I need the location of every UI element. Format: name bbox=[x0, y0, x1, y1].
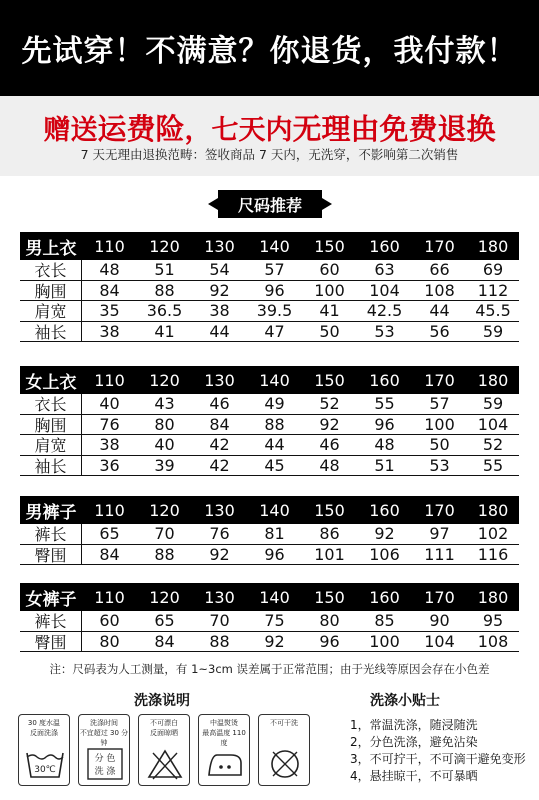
no-bleach-icon bbox=[145, 747, 185, 781]
measurement-value: 104 bbox=[477, 414, 509, 434]
measurement-value: 97 bbox=[429, 524, 450, 544]
measurement-value: 45 bbox=[264, 455, 285, 475]
table-row bbox=[20, 281, 519, 302]
measurement-value: 95 bbox=[482, 611, 504, 631]
table-category-label: 女裤子 bbox=[25, 589, 77, 610]
measurement-value: 63 bbox=[374, 260, 395, 280]
measurement-value: 100 bbox=[369, 631, 400, 651]
size-table-header bbox=[20, 583, 519, 611]
tips-title: 洗涤小贴士 bbox=[370, 693, 440, 709]
promo-area bbox=[0, 96, 539, 176]
size-table bbox=[20, 583, 519, 652]
wash-caption: 中温熨烫 bbox=[210, 719, 238, 727]
measurement-value: 100 bbox=[424, 414, 455, 434]
size-column-header: 180 bbox=[477, 370, 509, 390]
size-table bbox=[20, 232, 519, 342]
size-column-header: 110 bbox=[94, 500, 125, 520]
measurement-value: 60 bbox=[319, 260, 340, 280]
measurement-value: 59 bbox=[482, 321, 504, 341]
measurement-value: 50 bbox=[319, 321, 340, 341]
measurement-value: 88 bbox=[264, 414, 285, 434]
wash-30-icon bbox=[25, 747, 65, 781]
measurement-value: 42.5 bbox=[366, 301, 403, 321]
measurement-value: 41 bbox=[154, 321, 175, 341]
wash-caption: 不可漂白 bbox=[150, 719, 178, 727]
size-table bbox=[20, 366, 519, 476]
measurement-value: 43 bbox=[154, 394, 175, 414]
measurement-value: 112 bbox=[477, 280, 509, 300]
measurement-value: 40 bbox=[154, 435, 175, 455]
iron-medium-icon bbox=[205, 747, 245, 781]
measurement-value: 56 bbox=[429, 321, 450, 341]
table-row bbox=[20, 545, 519, 566]
measurement-value: 47 bbox=[264, 321, 285, 341]
wash-caption: 反面洗涤 bbox=[30, 729, 58, 737]
wash-box-5 bbox=[258, 714, 310, 786]
wash-box-4 bbox=[198, 714, 250, 786]
measurement-value: 54 bbox=[209, 260, 230, 280]
size-column-header: 140 bbox=[259, 370, 290, 390]
size-column-header: 160 bbox=[369, 500, 400, 520]
measurement-value: 38 bbox=[99, 321, 120, 341]
measurement-value: 53 bbox=[429, 455, 450, 475]
measurement-value: 69 bbox=[482, 260, 504, 280]
top-banner bbox=[0, 0, 539, 96]
measurement-value: 57 bbox=[429, 394, 450, 414]
measurement-label: 臀围 bbox=[20, 545, 82, 565]
measurement-value: 49 bbox=[264, 394, 285, 414]
table-row bbox=[20, 322, 519, 343]
measurement-value: 55 bbox=[374, 394, 395, 414]
size-table-header bbox=[20, 232, 519, 260]
size-column-header: 160 bbox=[369, 370, 400, 390]
measurement-label: 袖长 bbox=[20, 322, 82, 342]
size-column-header: 170 bbox=[424, 236, 455, 256]
measurement-value: 92 bbox=[264, 631, 285, 651]
measurement-value: 55 bbox=[482, 455, 504, 475]
measurement-value: 80 bbox=[99, 631, 120, 651]
measurement-label: 胸围 bbox=[20, 281, 82, 301]
promo-headline bbox=[0, 107, 539, 148]
size-table-header bbox=[20, 366, 519, 394]
promo-part1: 赠送 bbox=[43, 115, 98, 146]
measurement-label: 臀围 bbox=[20, 632, 82, 652]
measurement-value: 88 bbox=[154, 280, 175, 300]
measurement-value: 52 bbox=[319, 394, 340, 414]
size-column-header: 150 bbox=[314, 236, 345, 256]
measurement-value: 44 bbox=[264, 435, 285, 455]
size-column-header: 120 bbox=[149, 370, 180, 390]
size-section-title-text: 尺码推荐 bbox=[237, 195, 302, 215]
measurement-value: 39.5 bbox=[256, 301, 293, 321]
measurement-value: 50 bbox=[429, 435, 450, 455]
promo-part2: 运费险 bbox=[97, 112, 185, 146]
measurement-value: 85 bbox=[374, 611, 395, 631]
size-section-title bbox=[218, 190, 322, 218]
measurement-value: 84 bbox=[154, 631, 175, 651]
size-column-header: 170 bbox=[424, 587, 455, 607]
measurement-value: 65 bbox=[154, 611, 175, 631]
table-row bbox=[20, 632, 519, 653]
promo-part3: ，七天内 bbox=[184, 115, 293, 146]
measurement-value: 92 bbox=[319, 414, 340, 434]
table-row bbox=[20, 301, 519, 322]
measurement-label: 袖长 bbox=[20, 456, 82, 476]
measurement-label: 胸围 bbox=[20, 415, 82, 435]
size-column-header: 130 bbox=[204, 587, 235, 607]
measurement-value: 53 bbox=[374, 321, 395, 341]
measurement-value: 46 bbox=[209, 394, 230, 414]
measurement-value: 48 bbox=[319, 455, 340, 475]
size-column-header: 140 bbox=[259, 587, 290, 607]
size-column-header: 180 bbox=[477, 500, 509, 520]
measurement-value: 80 bbox=[319, 611, 340, 631]
measurement-value: 76 bbox=[209, 524, 230, 544]
no-dry-clean-icon bbox=[265, 747, 305, 781]
size-column-header: 170 bbox=[424, 370, 455, 390]
size-column-header: 120 bbox=[149, 236, 180, 256]
size-column-header: 140 bbox=[259, 236, 290, 256]
wash-box-1 bbox=[18, 714, 70, 786]
measurement-value: 57 bbox=[264, 260, 285, 280]
measurement-label: 裤长 bbox=[20, 611, 82, 631]
promo-part4: 无理由免费退换 bbox=[292, 112, 496, 146]
measurement-value: 65 bbox=[99, 524, 120, 544]
measurement-value: 100 bbox=[314, 280, 345, 300]
measurement-value: 38 bbox=[99, 435, 120, 455]
table-row bbox=[20, 260, 519, 281]
tips-list bbox=[350, 717, 530, 785]
measurement-value: 84 bbox=[99, 544, 120, 564]
measurement-value: 101 bbox=[314, 544, 345, 564]
measurement-value: 90 bbox=[429, 611, 450, 631]
wash-temp-label: 30℃ bbox=[34, 765, 56, 775]
measurement-value: 92 bbox=[209, 544, 230, 564]
size-column-header: 170 bbox=[424, 500, 455, 520]
table-row bbox=[20, 524, 519, 545]
measurement-value: 52 bbox=[482, 435, 504, 455]
measurement-value: 92 bbox=[209, 280, 230, 300]
size-table bbox=[20, 496, 519, 565]
table-category-label: 男裤子 bbox=[25, 502, 77, 523]
measurement-value: 104 bbox=[369, 280, 400, 300]
size-column-header: 110 bbox=[94, 587, 125, 607]
size-column-header: 150 bbox=[314, 587, 345, 607]
measurement-value: 76 bbox=[99, 414, 120, 434]
measurement-value: 45.5 bbox=[475, 301, 511, 321]
measurement-value: 48 bbox=[374, 435, 395, 455]
separate-wash-text-2: 洗 涤 bbox=[94, 767, 116, 777]
measurement-value: 60 bbox=[99, 611, 120, 631]
measurement-value: 92 bbox=[374, 524, 395, 544]
size-column-header: 180 bbox=[477, 587, 509, 607]
size-column-header: 110 bbox=[94, 236, 125, 256]
measurement-label: 肩宽 bbox=[20, 435, 82, 455]
measurement-value: 44 bbox=[429, 301, 450, 321]
measurement-value: 42 bbox=[209, 455, 230, 475]
table-row bbox=[20, 611, 519, 632]
table-row bbox=[20, 456, 519, 477]
measurement-value: 66 bbox=[429, 260, 450, 280]
table-category-label: 男上衣 bbox=[25, 238, 77, 259]
size-column-header: 160 bbox=[369, 587, 400, 607]
wash-caption: 最高温度 110 度 bbox=[202, 729, 246, 747]
table-row bbox=[20, 394, 519, 415]
measurement-value: 59 bbox=[482, 394, 504, 414]
wash-caption: 反面晾晒 bbox=[150, 729, 178, 737]
wash-caption: 不宜超过 30 分钟 bbox=[79, 729, 129, 747]
wash-caption: 洗涤时间 bbox=[90, 719, 118, 727]
measurement-label: 衣长 bbox=[20, 260, 82, 280]
measurement-value: 108 bbox=[477, 631, 509, 651]
measurement-value: 70 bbox=[209, 611, 230, 631]
measurement-value: 106 bbox=[369, 544, 400, 564]
measurement-value: 44 bbox=[209, 321, 230, 341]
tip-item: 3，不可拧干，不可滴干避免变形 bbox=[350, 752, 526, 766]
measurement-value: 102 bbox=[477, 524, 509, 544]
size-column-header: 130 bbox=[204, 370, 235, 390]
size-column-header: 150 bbox=[314, 370, 345, 390]
measurement-value: 88 bbox=[154, 544, 175, 564]
measurement-value: 96 bbox=[319, 631, 340, 651]
measurement-label: 肩宽 bbox=[20, 301, 82, 321]
size-column-header: 130 bbox=[204, 236, 235, 256]
measurement-value: 96 bbox=[264, 280, 285, 300]
measurement-value: 40 bbox=[99, 394, 120, 414]
measurement-value: 46 bbox=[319, 435, 340, 455]
tip-item: 4，悬挂晾干，不可暴晒 bbox=[350, 769, 478, 783]
size-column-header: 120 bbox=[149, 500, 180, 520]
tip-item: 2，分色洗涤，避免沾染 bbox=[350, 735, 478, 749]
size-column-header: 160 bbox=[369, 236, 400, 256]
size-column-header: 110 bbox=[94, 370, 125, 390]
measurement-value: 38 bbox=[209, 301, 230, 321]
measurement-value: 111 bbox=[424, 544, 455, 564]
measurement-value: 41 bbox=[319, 301, 340, 321]
size-table-header bbox=[20, 496, 519, 524]
size-column-header: 120 bbox=[149, 587, 180, 607]
measurement-value: 51 bbox=[374, 455, 395, 475]
measurement-value: 80 bbox=[154, 414, 175, 434]
measurement-value: 96 bbox=[374, 414, 395, 434]
measurement-value: 36.5 bbox=[146, 301, 183, 321]
size-column-header: 140 bbox=[259, 500, 290, 520]
size-column-header: 180 bbox=[477, 236, 509, 256]
size-column-header: 150 bbox=[314, 500, 345, 520]
separate-wash-icon bbox=[85, 747, 125, 781]
measurement-value: 36 bbox=[99, 455, 120, 475]
table-row bbox=[20, 435, 519, 456]
measurement-label: 裤长 bbox=[20, 524, 82, 544]
measurement-value: 104 bbox=[424, 631, 455, 651]
measurement-value: 70 bbox=[154, 524, 175, 544]
banner-headline: 先试穿！不满意？你退货，我付款！ bbox=[21, 34, 518, 69]
measurement-value: 86 bbox=[319, 524, 340, 544]
measurement-value: 81 bbox=[264, 524, 285, 544]
measurement-value: 75 bbox=[264, 611, 285, 631]
size-column-header: 130 bbox=[204, 500, 235, 520]
table-category-label: 女上衣 bbox=[25, 372, 77, 393]
measurement-value: 84 bbox=[209, 414, 230, 434]
wash-box-3 bbox=[138, 714, 190, 786]
measurement-note: 注：尺码表为人工测量，有 1~3cm 误差属于正常范围；由于光线等原因会存在小色差 bbox=[49, 662, 490, 676]
tip-item: 1，常温洗涤，随浸随洗 bbox=[350, 718, 478, 732]
measurement-value: 116 bbox=[477, 544, 509, 564]
wash-caption: 30 度水温 bbox=[27, 719, 61, 727]
measurement-label: 衣长 bbox=[20, 394, 82, 414]
wash-box-2 bbox=[78, 714, 130, 786]
measurement-value: 48 bbox=[99, 260, 120, 280]
measurement-value: 39 bbox=[154, 455, 175, 475]
table-row bbox=[20, 415, 519, 436]
wash-caption: 不可干洗 bbox=[270, 719, 298, 727]
measurement-value: 35 bbox=[99, 301, 120, 321]
wash-title: 洗涤说明 bbox=[134, 693, 190, 709]
measurement-value: 96 bbox=[264, 544, 285, 564]
measurement-value: 84 bbox=[99, 280, 120, 300]
measurement-value: 88 bbox=[209, 631, 230, 651]
measurement-value: 51 bbox=[154, 260, 175, 280]
measurement-value: 108 bbox=[424, 280, 455, 300]
measurement-value: 42 bbox=[209, 435, 230, 455]
promo-subtext: 7 天无理由退换范畴：签收商品 7 天内，无洗穿，不影响第二次销售 bbox=[80, 147, 459, 162]
separate-wash-text-1: 分 色 bbox=[94, 754, 116, 764]
